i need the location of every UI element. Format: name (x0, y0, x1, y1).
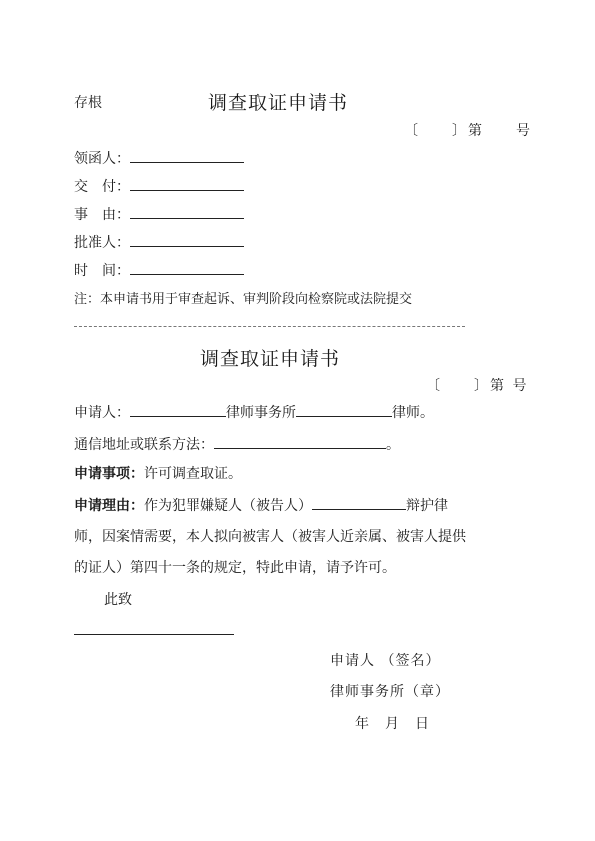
recipient-blank[interactable] (74, 634, 234, 635)
signature-applicant: 申请人 （签名） (330, 653, 441, 669)
stub-field-blank[interactable] (130, 204, 244, 219)
stub-field-blank[interactable] (130, 260, 244, 275)
firm-text: 律师事务所 (226, 405, 296, 421)
matter-text: 许可调查取证。 (144, 466, 242, 482)
stub-field-label: 事 由： (74, 207, 130, 223)
suspect-name-blank[interactable] (312, 495, 406, 510)
signature-date: 年 月 日 (355, 716, 430, 732)
applicant-line (74, 402, 434, 422)
reason-line-1 (74, 495, 448, 515)
stub-field-blank[interactable] (130, 148, 244, 163)
reason-text-1: 作为犯罪嫌疑人（被告人） (144, 498, 312, 514)
stub-tag: 存根 (74, 95, 102, 111)
matter-label: 申请事项： (74, 466, 144, 482)
stub-field-label: 批准人： (74, 235, 130, 251)
firm-name-blank[interactable] (296, 402, 392, 417)
contact-blank[interactable] (214, 434, 386, 449)
reason-line-3: 的证人）第四十一条的规定，特此申请，请予许可。 (74, 560, 396, 576)
reason-text-1-end: 辩护律 (406, 498, 448, 514)
main-number-line: 〔 〕第 号 (426, 378, 529, 394)
closing-text: 此致 (104, 592, 132, 608)
lawyer-text: 律师。 (392, 405, 434, 421)
stub-field-approver (74, 232, 244, 252)
stub-note: 注：本申请书用于审查起诉、审判阶段向检察院或法院提交 (74, 292, 413, 307)
stub-field-label: 时 间： (74, 263, 130, 279)
cut-line-divider (74, 326, 465, 327)
contact-line (74, 434, 400, 454)
reason-label: 申请理由： (74, 498, 144, 514)
matter-line (74, 464, 242, 484)
stub-field-label: 交 付： (74, 179, 130, 195)
stub-field-label: 领函人： (74, 151, 130, 167)
stub-field-recipient (74, 148, 244, 168)
stub-field-reason (74, 204, 244, 224)
stub-field-blank[interactable] (130, 176, 244, 191)
contact-label: 通信地址或联系方法： (74, 437, 214, 453)
main-title: 调查取证申请书 (200, 348, 341, 370)
stub-field-time (74, 260, 244, 280)
stub-field-delivery (74, 176, 244, 196)
stub-number-line: 〔 〕第 号 (404, 123, 532, 139)
applicant-label: 申请人： (74, 405, 130, 421)
applicant-name-blank[interactable] (130, 402, 226, 417)
contact-end: 。 (386, 437, 400, 453)
reason-line-2: 师，因案情需要，本人拟向被害人（被害人近亲属、被害人提供 (74, 529, 466, 545)
stub-field-blank[interactable] (130, 232, 244, 247)
signature-firm: 律师事务所（章） (330, 684, 450, 700)
stub-title: 调查取证申请书 (208, 92, 349, 114)
stub-fields (74, 148, 244, 280)
